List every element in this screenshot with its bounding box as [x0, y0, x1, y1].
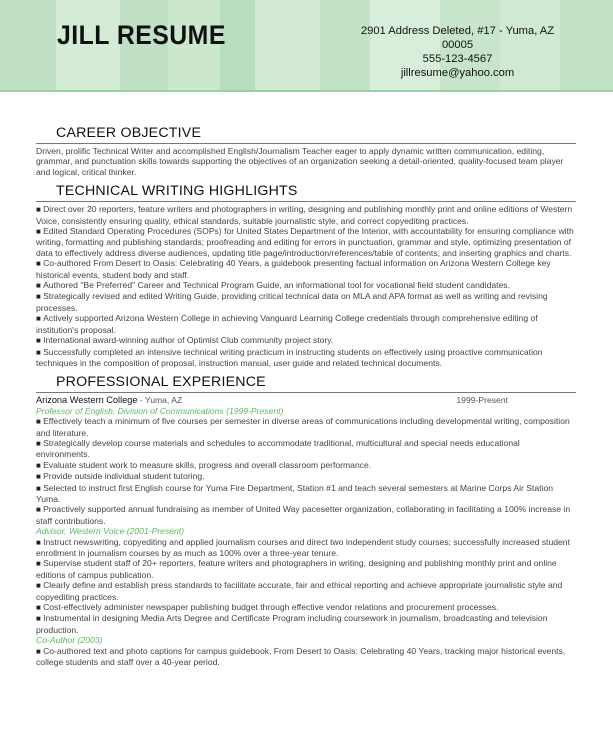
list-item: ■ Edited Standard Operating Procedures (SOPs) for United States Department of the Interior, with accountability for ensuring compliance with writing, formatting and publishing standards; proofreading and editing for errors in punctuation, grammar and style, optimizing presentation of data to effectively address diverse audiences, updating title page/introduction/references/table of contents, and inserting graphics and charts.	[36, 226, 576, 258]
career-objective-section	[36, 124, 576, 177]
list-item: ■ Effectively teach a minimum of five courses per semester in diverse areas of communications including developmental writing, composition and literature.	[36, 416, 576, 438]
role-title: Professor of English, Division of Communications (1999-Present)	[36, 405, 284, 416]
employer-name: Arizona Western College	[36, 395, 138, 406]
section-heading: CAREER OBJECTIVE	[56, 125, 202, 141]
list-item: ■ Instrumental in designing Media Arts Degree and Certificate Program including coursework in journalism, broadcasting and television production.	[36, 613, 576, 635]
job-dates: 1999-Present	[456, 395, 508, 406]
list-item: ■ Strategically revised and edited Writing Guide, providing critical technical data on MLA and APA format as well as writing and revising processes.	[36, 291, 576, 313]
list-item: ■ Direct over 20 reporters, feature writers and photographers in writing, designing and publishing monthly print and online editions of Western Voice, consistently ensuring quality, ethical standards, suitable journalistic style, and correct copyediting practices.	[36, 204, 576, 226]
contact-block	[345, 24, 570, 80]
job-header	[36, 395, 576, 405]
list-item: ■ Proactively supported annual fundraising as member of United Way pacesetter organization, collaborating in facilitating a 100% increase in staff contributions.	[36, 504, 576, 526]
employer-line	[36, 395, 182, 405]
highlights-section	[36, 182, 576, 368]
role-title: Co-Author (2003)	[36, 635, 103, 646]
section-rule	[36, 201, 576, 202]
list-item: ■ Strategically develop course materials and schedules to accommodate traditional, multicultural and special needs educational environments.	[36, 438, 576, 460]
address-text: 2901 Address Deleted, #17 - Yuma, AZ 00005	[360, 25, 555, 51]
list-item: ■ Authored "Be Preferred" Career and Technical Program Guide, an informational tool for vocational field student candidates.	[36, 280, 576, 291]
list-item: ■ Provide outside individual student tutoring.	[36, 471, 576, 482]
list-item: ■ Co-authored From Desert to Oasis: Celebrating 40 Years, a guidebook presenting factual information on Arizona Western College key historical events, student body and staff.	[36, 258, 576, 280]
list-item: ■ Clearly define and establish press standards to facilitate accurate, fair and ethical reporting and achieve appropriate journalistic style and copyediting practices.	[36, 580, 576, 602]
list-item: ■ Evaluate student work to measure skills, progress and overall classroom performance.	[36, 460, 576, 471]
section-heading: PROFESSIONAL EXPERIENCE	[56, 374, 266, 391]
experience-section	[36, 373, 576, 667]
employer-location: - Yuma, AZ	[137, 395, 183, 406]
list-item: ■ Successfully completed an intensive technical writing practicum in instructing students on effectively using proactive communication techniques in the composition of proposal, instruction manual, user guide and related technical documents.	[36, 347, 576, 369]
list-item: ■ Actively supported Arizona Western College in achieving Vanguard Learning College credentials through comprehensive editing of institution's proposal.	[36, 313, 576, 335]
list-item: ■ Co-authored text and photo captions for campus guidebook, From Desert to Oasis: Celebrating 40 Years, tracking major historical events, college students and staff over a 40-year period.	[36, 646, 576, 668]
resume-body	[36, 124, 576, 672]
list-item: ■ Cost-effectively administer newspaper publishing budget through effective vendor relations and procurement processes.	[36, 602, 576, 613]
objective-text: Driven, prolific Technical Writer and accomplished English/Journalism Teacher eager to apply dynamic written communication, editing, grammar, and punctuation skills towards supporting the objectives of an organization seeking a detail-oriented, quality-focused team player and logical, critical thinker.	[36, 146, 564, 177]
section-heading: TECHNICAL WRITING HIGHLIGHTS	[56, 183, 298, 200]
list-item: ■ Supervise student staff of 20+ reporters, feature writers and photographers in writing, designing and publishing monthly print and online editions of campus publication.	[36, 558, 576, 580]
section-rule	[36, 143, 576, 144]
header-divider	[0, 90, 613, 92]
list-item: ■ Instruct newswriting, copyediting and applied journalism courses and direct two independent study courses; successfully increased student enrollment in journalism courses by as much as 100% over a three-year tenure.	[36, 537, 576, 559]
list-item: ■ Selected to instruct first English course for Yuma Fire Department, Station #1 and teach several semesters at Marine Corps Air Station Yuma.	[36, 483, 576, 505]
list-item: ■ International award-winning author of Optimist Club community project story.	[36, 335, 576, 346]
role-title: Advisor, Western Voice (2001-Present)	[36, 526, 185, 537]
email-link[interactable]: jillresume@yahoo.com	[400, 67, 515, 79]
phone-text: 555-123-4567	[422, 53, 493, 65]
resume-name: JILL RESUME	[57, 20, 226, 50]
section-rule	[36, 392, 576, 393]
